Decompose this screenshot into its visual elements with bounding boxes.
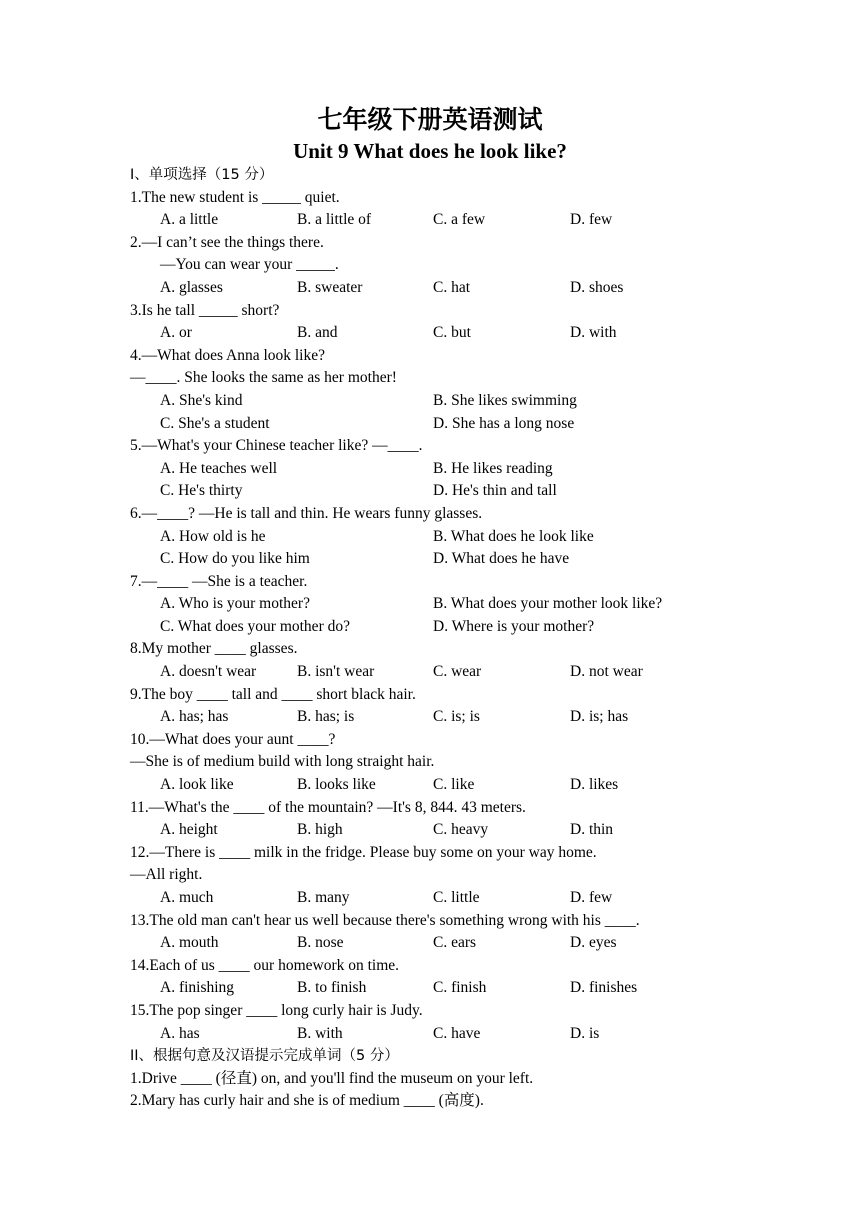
option: D. is; has — [570, 708, 629, 726]
option: D. not wear — [570, 663, 643, 681]
option: C. wear — [433, 663, 482, 681]
options-row — [130, 593, 770, 616]
option: A. She's kind — [160, 391, 243, 409]
option: C. have — [433, 1024, 481, 1042]
option: D. What does he have — [433, 550, 570, 568]
fill-in-question: 2.Mary has curly hair and she is of medium ____ (高度). — [130, 1092, 484, 1110]
options-row — [130, 458, 770, 481]
option: B. many — [297, 889, 350, 906]
option: C. like — [433, 776, 475, 794]
option: A. How old is he — [160, 527, 266, 545]
question-stem: 2.—I can’t see the things there. — [130, 233, 324, 251]
question-stem: 1.The new student is _____ quiet. — [130, 188, 340, 206]
option: A. height — [160, 821, 218, 839]
exam-content — [130, 164, 770, 1113]
option: B. nose — [297, 934, 344, 952]
option: A. Who is your mother? — [160, 595, 310, 613]
options-row — [130, 706, 770, 729]
options-row — [130, 977, 770, 1000]
option: B. and — [297, 324, 338, 342]
option: B. What does he look like — [433, 527, 594, 545]
option: A. much — [160, 889, 214, 906]
options-row — [130, 322, 770, 345]
option: B. a little of — [297, 211, 372, 229]
option: C. She's a student — [160, 414, 270, 432]
option: B. She likes swimming — [433, 391, 577, 409]
option: B. high — [297, 821, 343, 839]
option: C. What does your mother do? — [160, 617, 350, 635]
section-heading: II、根据句意及汉语提示完成单词（5 分） — [130, 1048, 399, 1065]
options-row — [130, 819, 770, 842]
options-row — [130, 413, 770, 436]
options-row — [130, 209, 770, 232]
option: A. look like — [160, 776, 234, 794]
question-stem: 5.—What's your Chinese teacher like? —____. — [130, 437, 423, 455]
unit-title: Unit 9 What does he look like? — [293, 139, 567, 163]
option: B. to finish — [297, 979, 367, 997]
option: C. finish — [433, 979, 487, 997]
option: A. has; has — [160, 708, 229, 726]
option: A. finishing — [160, 979, 235, 997]
option: C. heavy — [433, 821, 489, 839]
option: D. few — [570, 889, 613, 906]
option: A. has — [160, 1024, 200, 1042]
option: A. mouth — [160, 934, 219, 952]
option: D. She has a long nose — [433, 414, 575, 432]
question-reply: —You can wear your _____. — [160, 256, 339, 274]
option: C. a few — [433, 211, 486, 229]
question-stem: 9.The boy ____ tall and ____ short black hair. — [130, 685, 416, 703]
question-stem: 12.—There is ____ milk in the fridge. Please buy some on your way home. — [130, 843, 597, 861]
option: D. likes — [570, 776, 619, 794]
option: B. isn't wear — [297, 663, 375, 681]
options-row — [130, 616, 770, 639]
option: B. has; is — [297, 708, 355, 726]
options-row — [130, 480, 770, 503]
option: D. He's thin and tall — [433, 482, 557, 500]
option: B. What does your mother look like? — [433, 595, 663, 613]
section-heading: I、单项选择（15 分） — [130, 167, 274, 183]
question-stem: 13.The old man can't hear us well because there's something wrong with his ____. — [130, 911, 640, 929]
option: C. ears — [433, 934, 477, 952]
question-reply: —All right. — [130, 866, 203, 884]
question-stem: 10.—What does your aunt ____? — [130, 730, 336, 748]
option: C. little — [433, 889, 480, 906]
options-row — [130, 390, 770, 413]
question-stem: 14.Each of us ____ our homework on time. — [130, 956, 400, 974]
question-stem: 4.—What does Anna look like? — [130, 346, 325, 364]
option: C. hat — [433, 278, 471, 296]
option: B. He likes reading — [433, 459, 553, 477]
options-row — [130, 526, 770, 549]
option: A. glasses — [160, 278, 223, 296]
option: C. is; is — [433, 708, 480, 726]
option: B. looks like — [297, 776, 376, 794]
question-stem: 3.Is he tall _____ short? — [130, 301, 280, 319]
option: D. few — [570, 211, 613, 229]
option: D. eyes — [570, 934, 617, 952]
question-stem: 11.—What's the ____ of the mountain? —It's 8, 844. 43 meters. — [130, 798, 526, 816]
options-row — [130, 277, 770, 300]
options-row — [130, 932, 770, 955]
question-reply: —She is of medium build with long straight hair. — [130, 753, 435, 771]
option: D. thin — [570, 821, 614, 839]
options-row — [130, 887, 770, 910]
question-reply: —____. She looks the same as her mother! — [130, 369, 397, 387]
options-row — [130, 1023, 770, 1046]
option: B. with — [297, 1024, 343, 1042]
options-row — [130, 774, 770, 797]
option: D. Where is your mother? — [433, 617, 595, 635]
option: D. with — [570, 324, 617, 342]
option: A. He teaches well — [160, 459, 278, 477]
option: D. shoes — [570, 278, 624, 296]
option: C. How do you like him — [160, 550, 310, 568]
option: A. doesn't wear — [160, 663, 257, 681]
question-stem: 15.The pop singer ____ long curly hair is Judy. — [130, 1001, 423, 1019]
options-row — [130, 661, 770, 684]
option: A. a little — [160, 211, 219, 229]
fill-in-question: 1.Drive ____ (径直) on, and you'll find the museum on your left. — [130, 1069, 534, 1087]
option: C. but — [433, 324, 471, 342]
option: B. sweater — [297, 278, 363, 296]
option: C. He's thirty — [160, 482, 243, 500]
option: D. finishes — [570, 979, 638, 997]
option: D. is — [570, 1024, 600, 1042]
options-row — [130, 548, 770, 571]
question-stem: 7.—____ —She is a teacher. — [130, 572, 308, 590]
question-stem: 6.—____? —He is tall and thin. He wears funny glasses. — [130, 504, 483, 522]
question-stem: 8.My mother ____ glasses. — [130, 640, 298, 658]
option: A. or — [160, 324, 192, 342]
exam-title: 七年级下册英语测试 — [317, 105, 543, 134]
